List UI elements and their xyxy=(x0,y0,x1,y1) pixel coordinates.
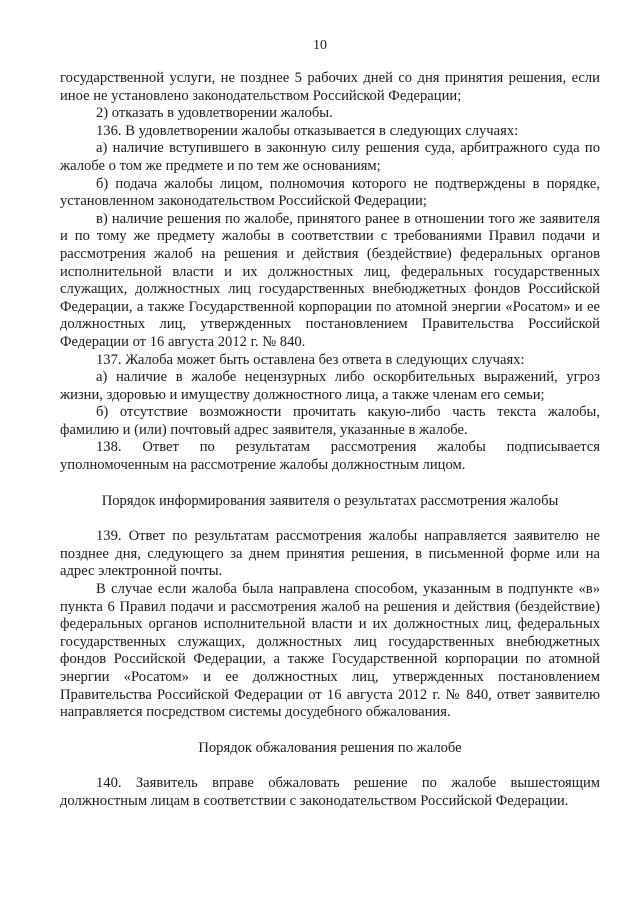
paragraph: 139. Ответ по результатам рассмотрения жалобы направляется заявителю не позднее дня, следующего за днем принятия решения, в письменной форме или на адрес электронной почты. xyxy=(60,528,600,580)
paragraph: государственной услуги, не позднее 5 рабочих дней со дня принятия решения, если иное не установлено законодательством Российской Федерации; xyxy=(60,70,600,104)
document-body xyxy=(60,70,600,811)
section-appeal xyxy=(60,775,600,810)
paragraph: а) наличие в жалобе нецензурных либо оскорбительных выражений, угроз жизни, здоровью и имуществу должностного лица, а также членам его семьи; xyxy=(60,369,600,403)
paragraph: 138. Ответ по результатам рассмотрения жалобы подписывается уполномоченным на рассмотрение жалобы должностным лицом. xyxy=(60,439,600,474)
paragraph: б) подача жалобы лицом, полномочия которого не подтверждены в порядке, установленном законодательством Российской Федерации; xyxy=(60,175,600,210)
paragraph: а) наличие вступившего в законную силу решения суда, арбитражного суда по жалобе о том же предмете и по тем же основаниям; xyxy=(60,140,600,174)
section-informing xyxy=(60,528,600,722)
section-heading: Порядок обжалования решения по жалобе xyxy=(198,739,462,756)
paragraph: в) наличие решения по жалобе, принятого ранее в отношении того же заявителя и по тому же предмету жалобы в соответствии с требованиями Правил подачи и рассмотрения жалоб на решения и действия (бездействие) федеральных органов исполнительной власти и их должностных лиц, федеральных государственных служащих, должностных лиц государственных внебюджетных фондов Российской Федерации, а также Государственной корпорации по атомной энергии «Росатом» и ее должностных лиц, утвержденных постановлением Правительства Российской Федерации от 16 августа 2012 г. № 840. xyxy=(60,210,600,350)
section-complaints-refusal xyxy=(60,70,600,475)
paragraph: 2) отказать в удовлетворении жалобы. xyxy=(96,105,333,122)
page-number: 10 xyxy=(313,38,327,53)
paragraph: 136. В удовлетворении жалобы отказывается в следующих случаях: xyxy=(96,122,519,139)
paragraph: 140. Заявитель вправе обжаловать решение по жалобе вышестоящим должностным лицам в соответствии с законодательством Российской Федерации. xyxy=(60,775,600,809)
section-heading: Порядок информирования заявителя о результатах рассмотрения жалобы xyxy=(101,492,559,509)
paragraph: б) отсутствие возможности прочитать какую-либо часть текста жалобы, фамилию и (или) почтовый адрес заявителя, указанные в жалобе. xyxy=(60,404,600,438)
paragraph: 137. Жалоба может быть оставлена без ответа в следующих случаях: xyxy=(96,351,525,368)
paragraph: В случае если жалоба была направлена способом, указанным в подпункте «в» пункта 6 Правил подачи и рассмотрения жалоб на решения и действия (бездействие) федеральных органов исполнительной власти и их должностных лиц, федеральных государственных служащих, должностных лиц государственных внебюджетных фондов Российской Федерации, а также Государственной корпорации по атомной энергии «Росатом» и ее должностных лиц, утвержденных постановлением Правительства Российской Федерации от 16 августа 2012 г. № 840, ответ заявителю направляется посредством системы досудебного обжалования. xyxy=(60,581,600,721)
